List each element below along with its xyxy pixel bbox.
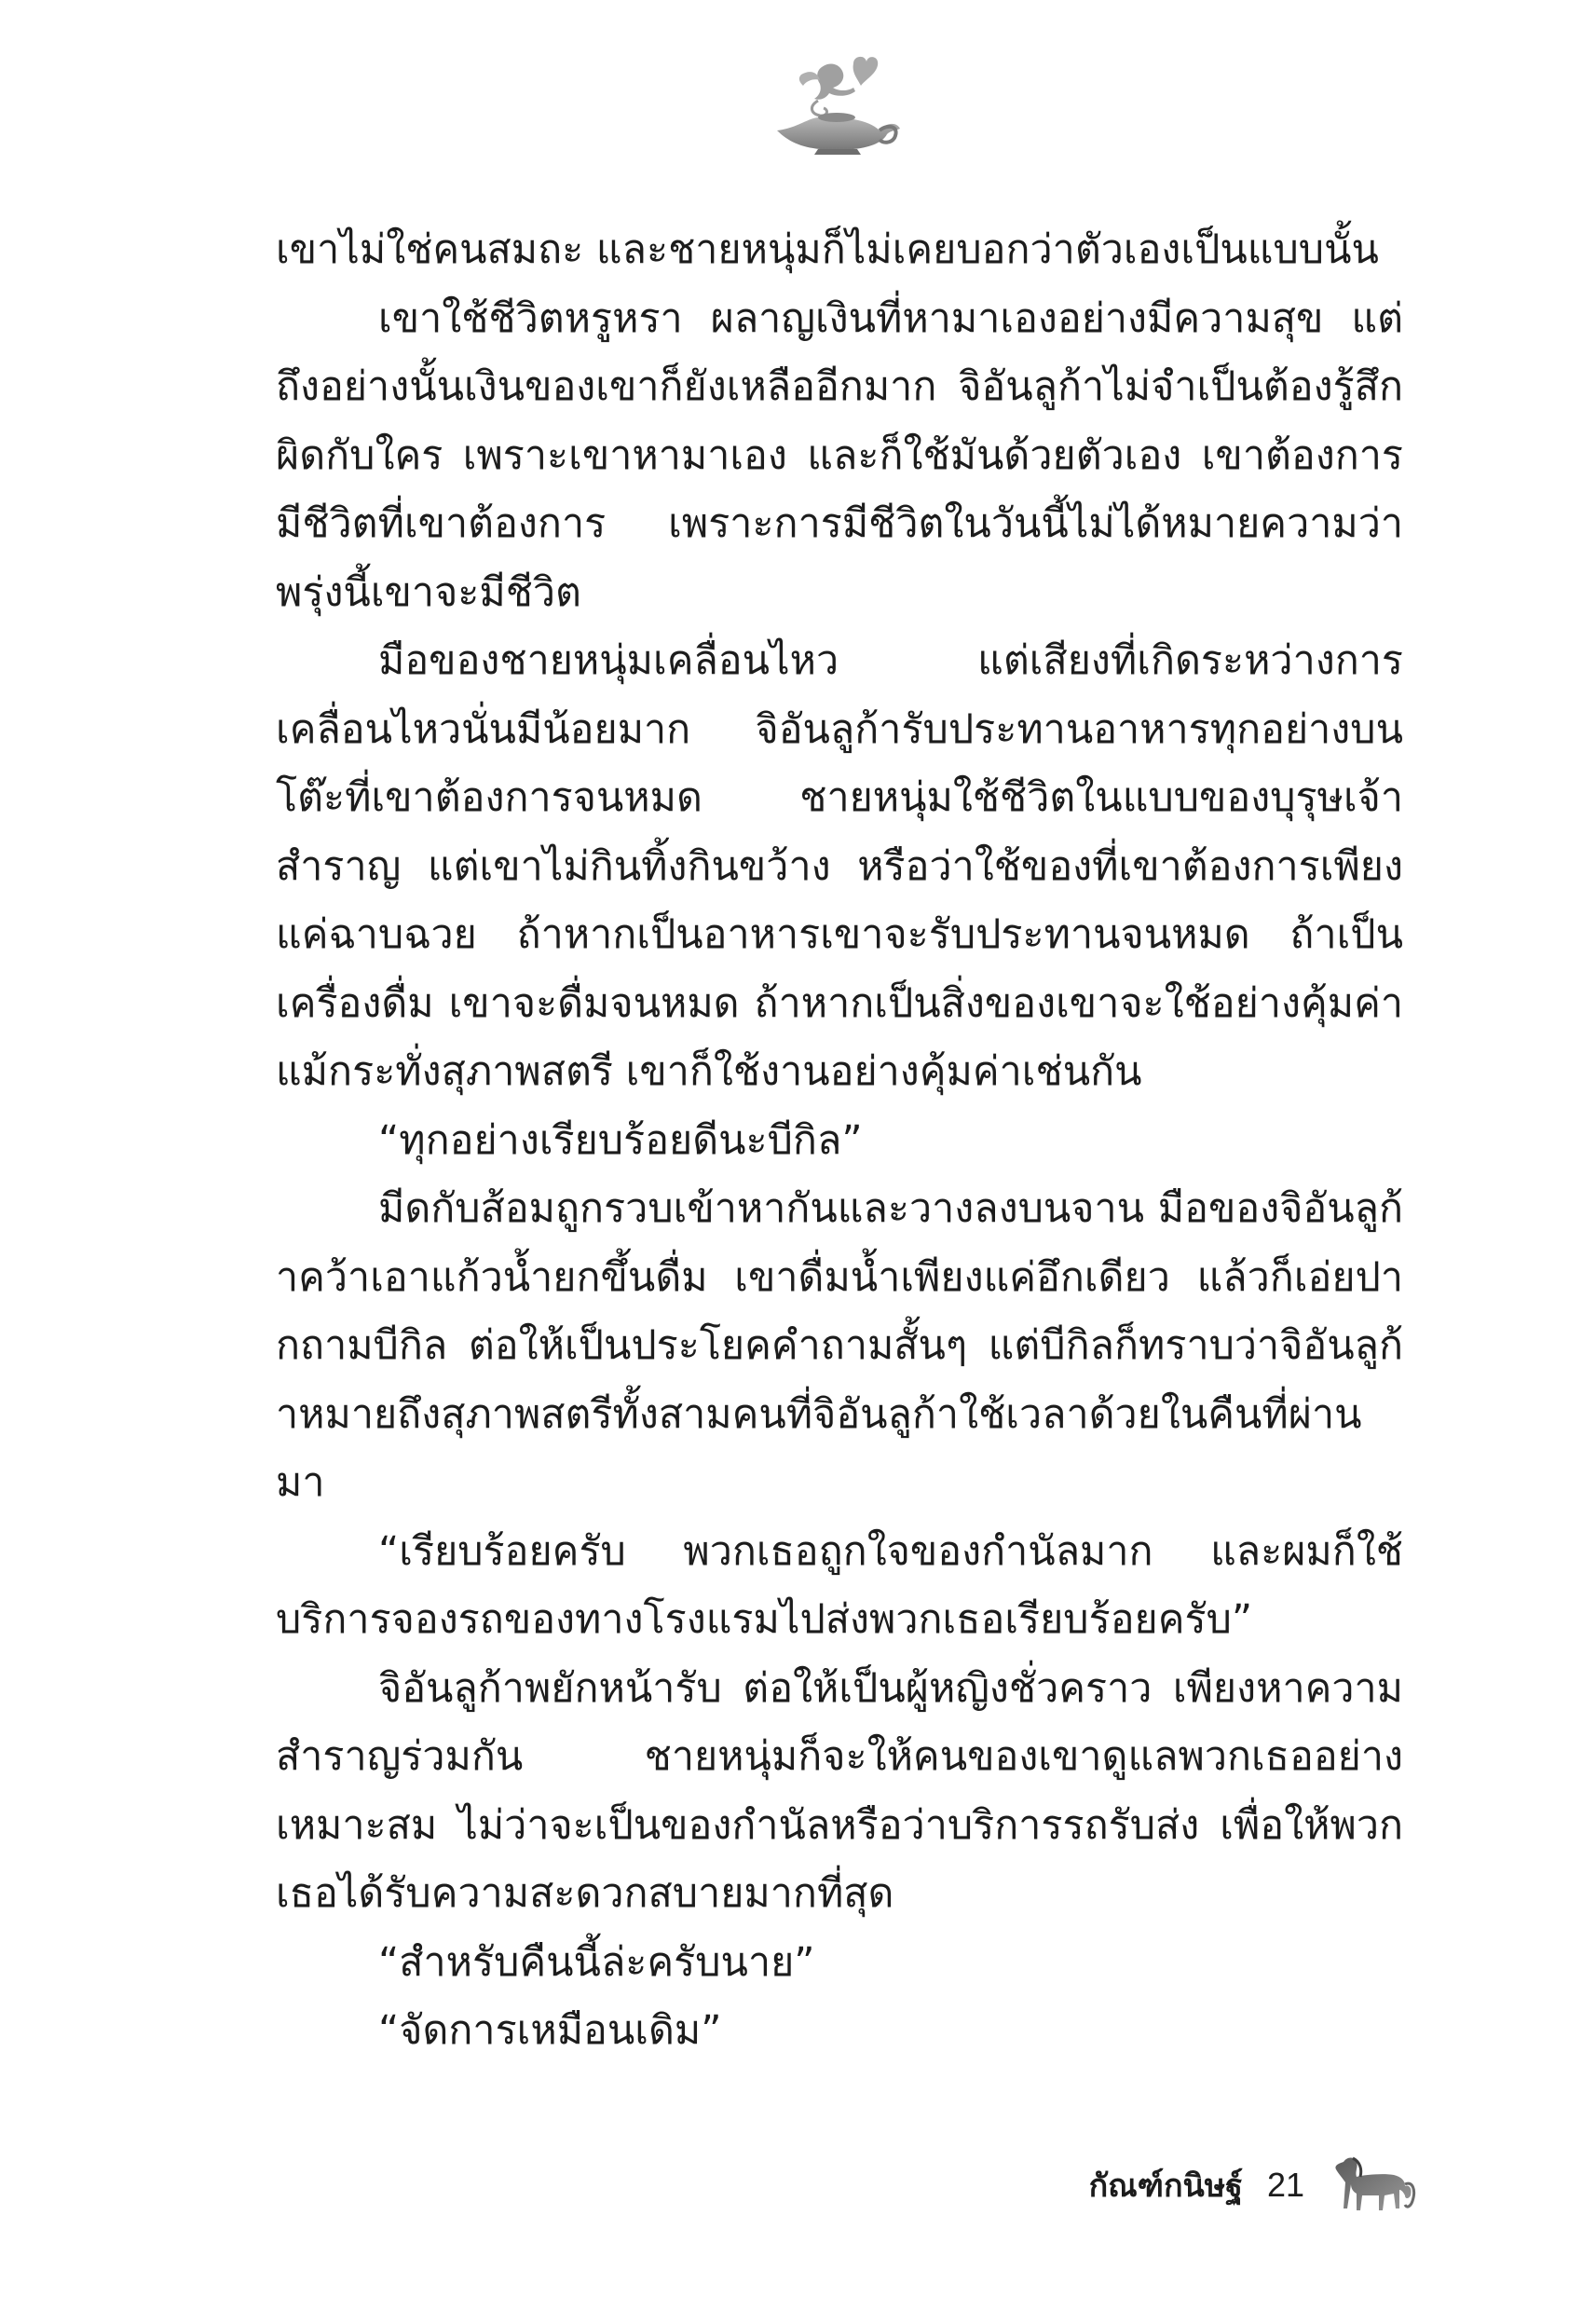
horse-icon <box>1327 2153 1416 2218</box>
paragraph-2: เขาใช้ชีวิตหรูหรา ผลาญเงินที่หามาเองอย่างมีความสุข แต่ถึงอย่างนั้นเงินของเขาก็ยังเหลืออีกมาก จิอันลูก้าไม่จำเป็นต้องรู้สึกผิดกับใคร เพราะเขาหามาเอง และก็ใช้มันด้วยตัวเอง เขาต้องการมีชีวิตที่เขาต้องการ เพราะการมีชีวิตในวันนี้ไม่ได้หมายความว่าพรุ่งนี้เขาจะมีชีวิต <box>276 294 1403 616</box>
paragraph-8: “สำหรับคืนนี้ล่ะครับนาย” <box>378 1938 815 1986</box>
paragraph-5: มีดกับส้อมถูกรวบเข้าหากันและวางลงบนจาน มือของจิอันลูก้าคว้าเอาแก้วน้ำยกขึ้นดื่ม เขาดื่มน้ำเพียงแค่อึกเดียว แล้วก็เอ่ยปากถามบีกิล ต่อให้เป็นประโยคคำถามสั้นๆ แต่บีกิลก็ทราบว่าจิอันลูก้าหมายถึงสุภาพสตรีทั้งสามคนที่จิอันลูก้าใช้เวลาด้วยในคืนที่ผ่านมา <box>276 1185 1403 1506</box>
paragraph-9: “จัดการเหมือนเดิม” <box>378 2007 722 2054</box>
page-footer <box>1044 2153 1416 2218</box>
paragraph-1: เขาไม่ใช่คนสมถะ และชายหนุ่มก็ไม่เคยบอกว่าตัวเองเป็นแบบนั้น <box>276 226 1379 273</box>
paragraph-4: “ทุกอย่างเรียบร้อยดีนะบีกิล” <box>378 1116 863 1164</box>
paragraph-7: จิอันลูก้าพยักหน้ารับ ต่อให้เป็นผู้หญิงชั่วคราว เพียงหาความสำราญร่วมกัน ชายหนุ่มก็จะให้คนของเขาดูแลพวกเธออย่างเหมาะสม ไม่ว่าจะเป็นของกำนัลหรือว่าบริการรถรับส่ง เพื่อให้พวกเธอได้รับความสะดวกสบายมากที่สุด <box>276 1664 1403 1917</box>
page-number: 21 <box>1266 2166 1304 2204</box>
book-title: กัณฑ์กนิษฐ์ <box>1088 2167 1243 2205</box>
body-text <box>276 216 1403 2066</box>
genie-lamp-icon <box>764 54 904 157</box>
paragraph-6: “เรียบร้อยครับ พวกเธอถูกใจของกำนัลมาก และผมก็ใช้บริการจองรถของทางโรงแรมไปส่งพวกเธอเรียบร้อยครับ” <box>276 1527 1403 1643</box>
paragraph-3: มือของชายหนุ่มเคลื่อนไหว แต่เสียงที่เกิดระหว่างการเคลื่อนไหวนั่นมีน้อยมาก จิอันลูก้ารับประทานอาหารทุกอย่างบนโต๊ะที่เขาต้องการจนหมด ชายหนุ่มใช้ชีวิตในแบบของบุรุษเจ้าสำราญ แต่เขาไม่กินทิ้งกินขว้าง หรือว่าใช้ของที่เขาต้องการเพียงแค่ฉาบฉวย ถ้าหากเป็นอาหารเขาจะรับประทานจนหมด ถ้าเป็นเครื่องดื่ม เขาจะดื่มจนหมด ถ้าหากเป็นสิ่งของเขาจะใช้อย่างคุ้มค่า แม้กระทั่งสุภาพสตรี เขาก็ใช้งานอย่างคุ้มค่าเช่นกัน <box>276 637 1403 1095</box>
